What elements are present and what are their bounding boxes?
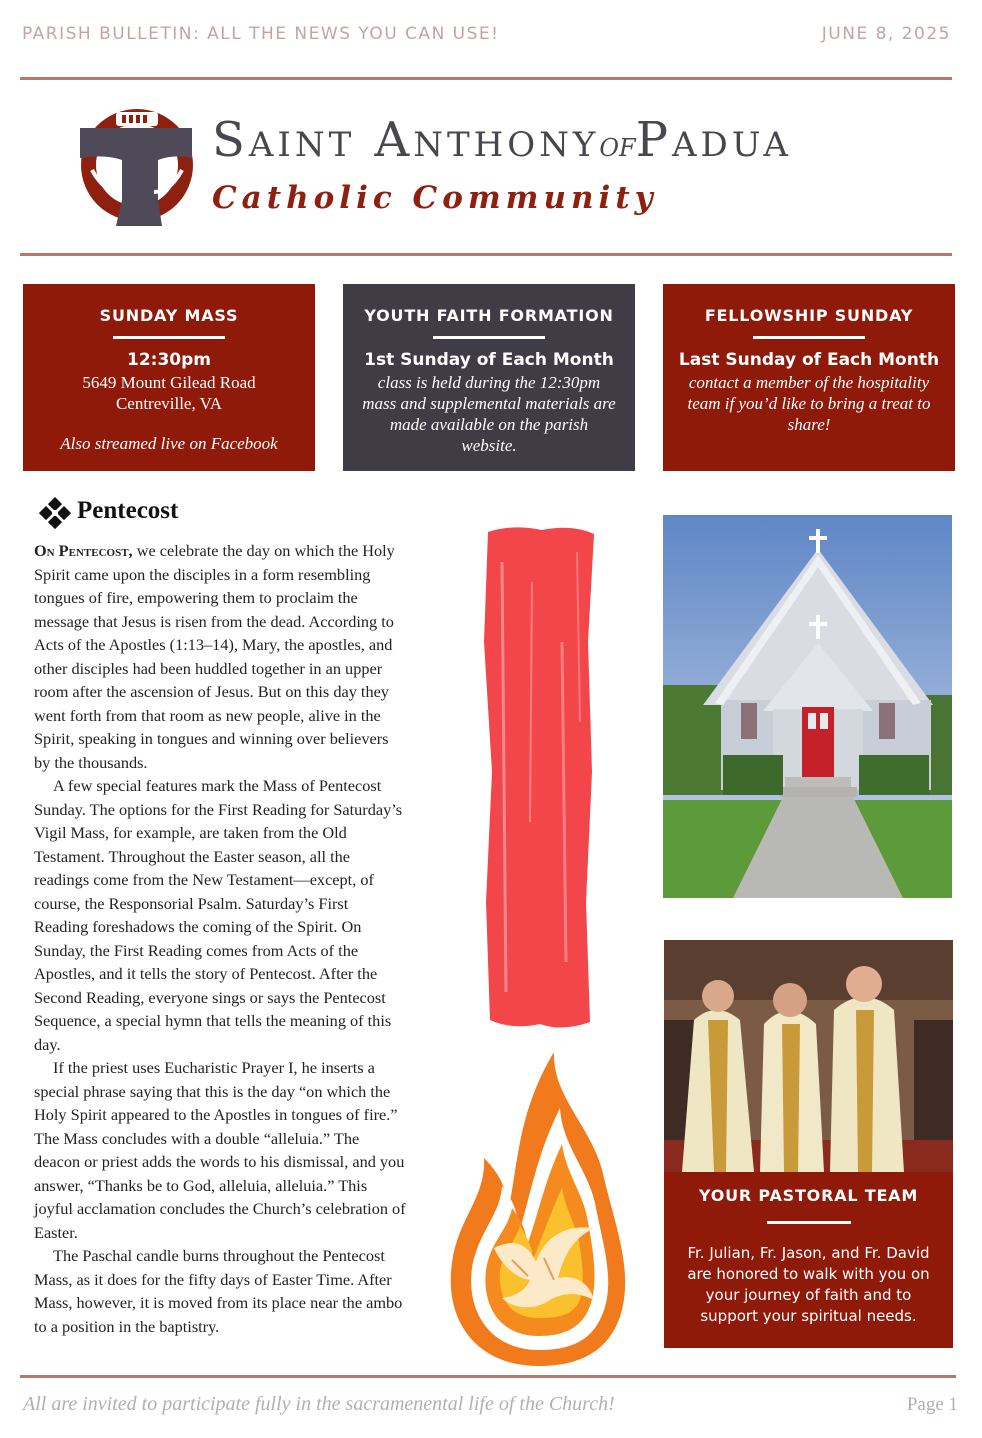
pastoral-team-title: YOUR PASTORAL TEAM [698,1186,919,1205]
bulletin-date: JUNE 8, 2025 [821,24,951,44]
box-underline [113,336,225,339]
parish-logo-icon [74,100,204,230]
pastoral-team-photo [664,940,953,1172]
mass-address-street: 5649 Mount Gilead Road [82,373,256,392]
red-brush-stroke [482,522,598,1032]
article-paragraph: If the priest uses Eucharistic Prayer I, he inserts a special phrase saying that this is the day “on which the Holy Spirit appeared to the Apostles in tongues of fire.” The Mass concludes with a double “alleluia.” The deacon or priest adds the words to his dismissal, and you answer, “Thanks be to God, alleluia, alleluia.” This joyful acclamation concludes the Church’s celebration of Easter. [34,1058,406,1242]
parish-subtitle: Catholic Community [212,180,658,216]
article-lead-in: On Pentecost, [34,541,133,560]
mass-address-city: Centreville, VA [115,394,223,413]
box-underline [767,1221,851,1224]
footer-motto: All are invited to participate fully in the sacramenental life of the Church! [23,1393,615,1415]
article-paragraph: A few special features mark the Mass of Pentecost Sunday. The options for the First Reading for Saturday’s Vigil Mass, for example, are taken from the Old Testament. Throughout the Easter season, all the readings come from the New Testament—except, of course, the Responsorial Psalm. Saturday’s First Reading foreshadows the coming of the Spirit. On Sunday, the First Reading comes from Acts of the Apostles, and it tells the story of Pentecost. After the Second Reading, everyone sings or says the Pentecost Sequence, a special hymn that tells the meaning of this day. [34,776,403,1054]
box-title: FELLOWSHIP SUNDAY [704,306,914,325]
article-paragraph: On Pentecost, we celebrate the day on which the Holy Spirit came upon the disciples in a form resembling tongues of fire, empowering them to proclaim the message that Jesus is risen from the dead. According to Acts of the Apostles (1:13–14), Mary, the apostles, and other disciples had been huddled together in an upper room after the ascension of Jesus. But on this day they went forth from that room as new people, alive in the Spirit, speaking in tongues and winning over believers by the thousands. [34,541,395,772]
pastoral-team-text: Fr. Julian, Fr. Jason, and Fr. David are honored to walk with you on your journey of faith and to support your spiritual needs. [687,1244,930,1325]
box-title: SUNDAY MASS [99,306,239,325]
youth-faith-formation-box [343,284,635,471]
box-underline [433,336,545,339]
pastoral-team-box [664,1172,953,1348]
box-underline [753,336,865,339]
pentecost-flame-dove-icon [444,1048,634,1370]
fellowship-text: contact a member of the hospitality team if you’d like to bring a treat to share! [687,373,931,434]
sunday-mass-box [23,284,315,471]
header-divider [20,77,952,80]
article-heading: Pentecost [77,497,179,524]
logo-divider [20,253,952,256]
footer-divider [20,1375,956,1378]
pentecost-article [34,539,406,1338]
box-title: YOUTH FAITH FORMATION [364,306,614,325]
bulletin-tagline: PARISH BULLETIN: ALL THE NEWS YOU CAN USE! [22,24,500,44]
page-number: Page 1 [906,1394,958,1415]
pentecost-ornament-icon [38,496,72,530]
box-subtitle: 1st Sunday of Each Month [364,350,614,370]
youth-formation-text: class is held during the 12:30pm mass and supplemental materials are made available on the parish website. [362,373,616,455]
box-subtitle: Last Sunday of Each Month [678,350,940,370]
article-paragraph: The Paschal candle burns throughout the Pentecost Mass, as it does for the fifty days of Easter Time. After Mass, however, it is moved from its place near the ambo to a position in the baptistry. [34,1246,403,1336]
parish-name: Saint AnthonyofPadua [212,112,792,168]
fellowship-sunday-box [663,284,955,471]
mass-stream-note: Also streamed live on Facebook [60,434,278,453]
box-subtitle: 12:30pm [127,350,211,370]
church-photo [663,515,952,898]
